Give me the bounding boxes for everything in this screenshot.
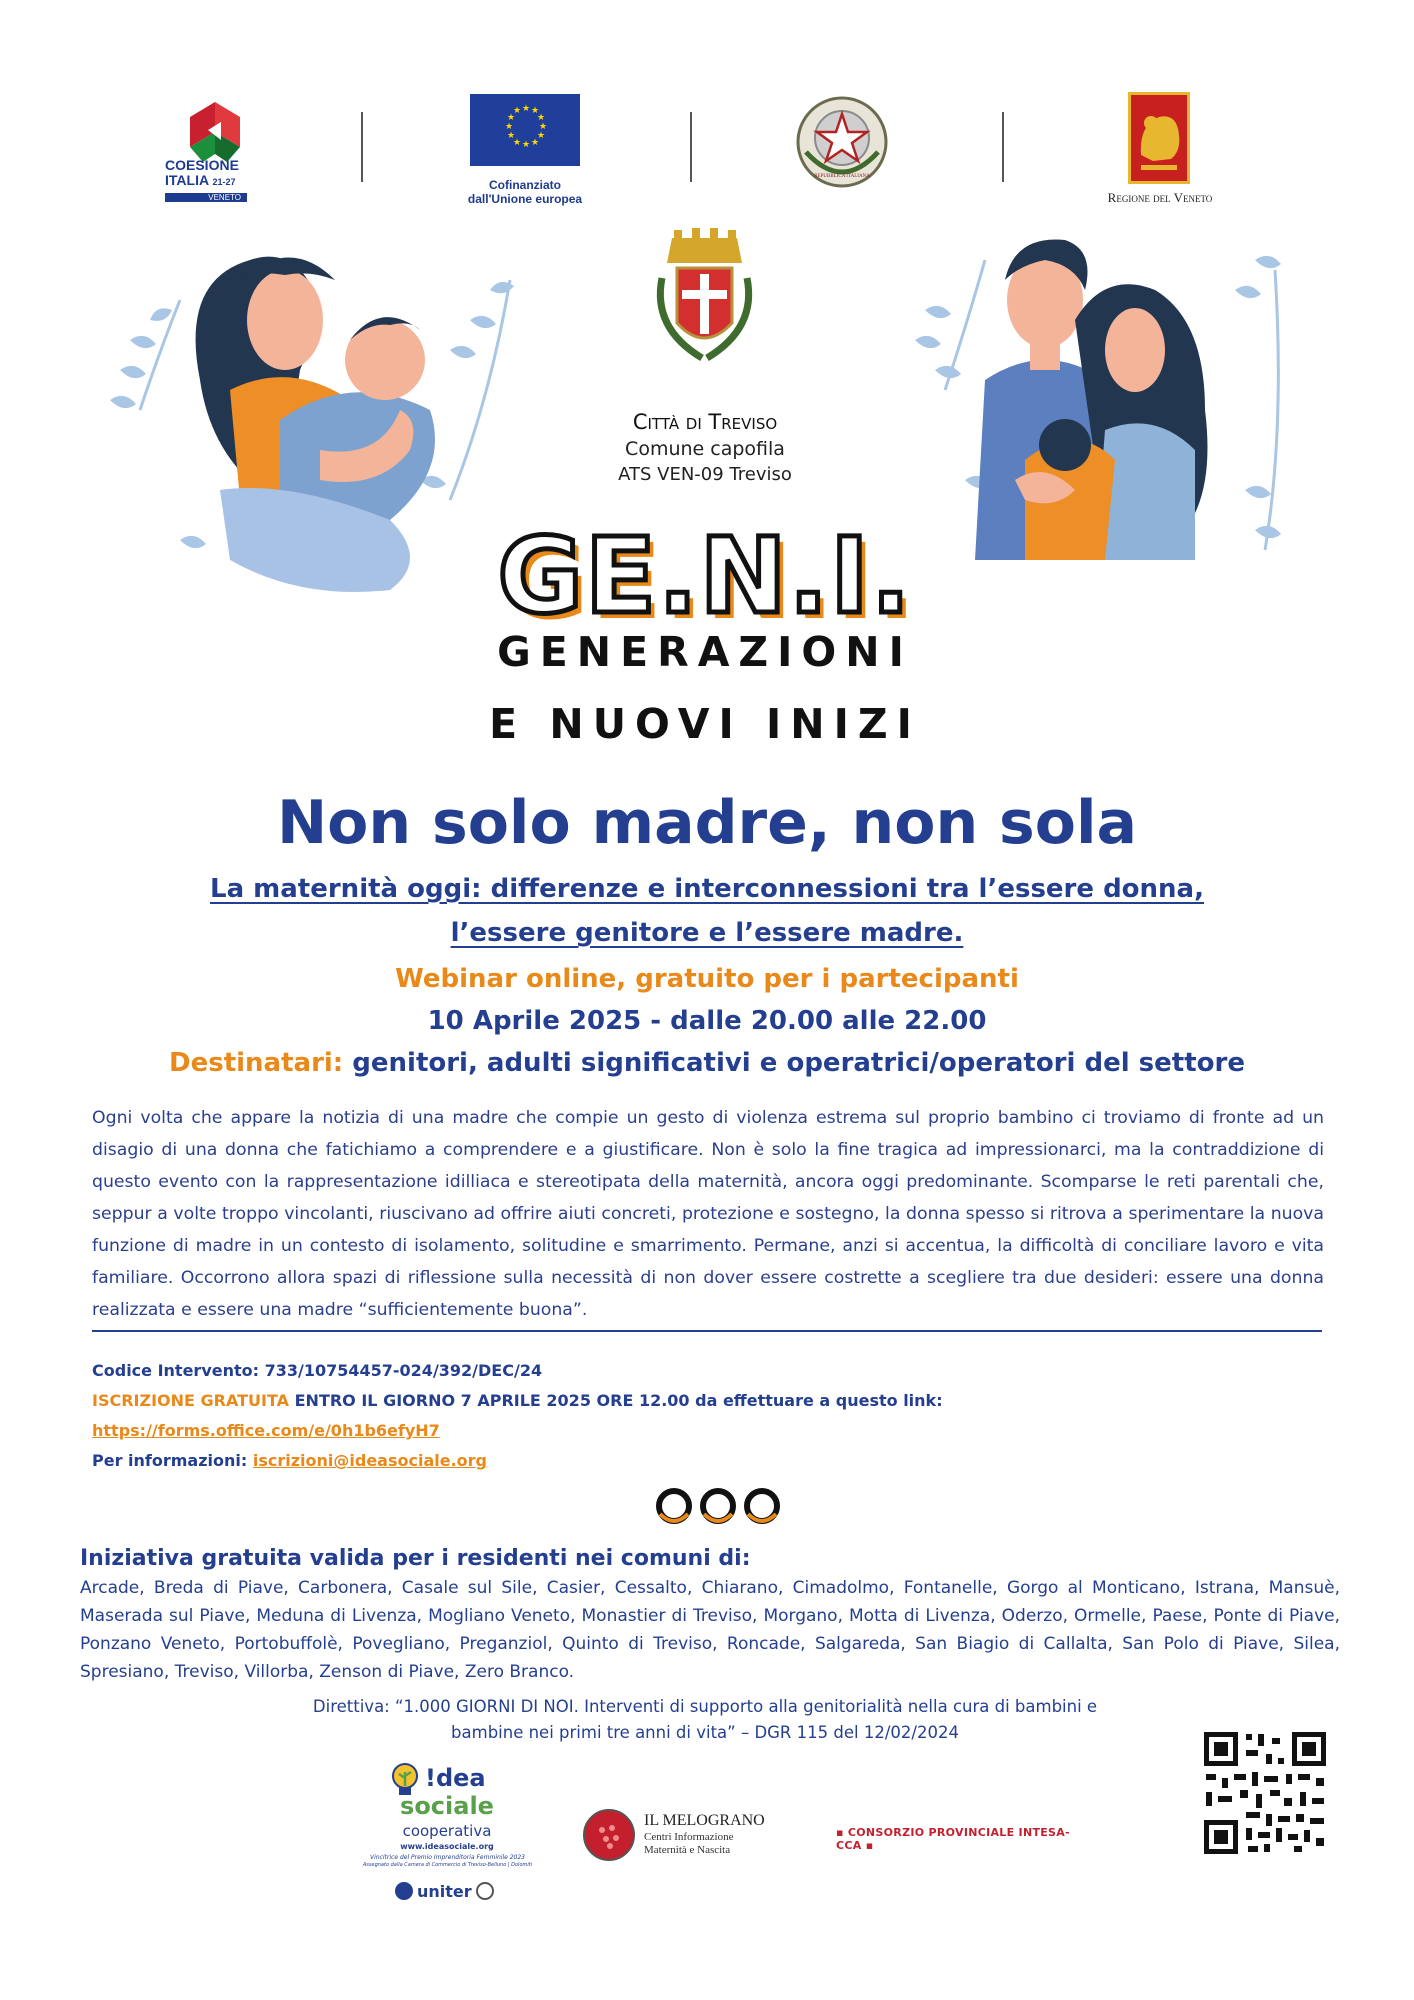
qr-code[interactable]	[1200, 1728, 1330, 1858]
logo-repubblica	[792, 92, 892, 192]
treviso-crest	[632, 228, 777, 388]
directive-line-1: Direttiva: “1.000 GIORNI DI NOI. Interventi di supporto alla genitorialità nella cura di bambini e	[312, 1697, 1098, 1716]
eu-label-2: dall'Unione europea	[467, 192, 583, 206]
event-subtitle-1: La maternità oggi: differenze e interconnessioni tra l’essere donna,	[210, 874, 1204, 904]
svg-text:★: ★	[507, 131, 516, 141]
svg-text:★: ★	[531, 138, 540, 148]
event-date: 10 Aprile 2025 - dalle 20.00 alle 22.00	[427, 1006, 987, 1036]
email-link[interactable]: iscrizioni@ideasociale.org	[252, 1451, 488, 1470]
uniter-badge-icon	[476, 1882, 494, 1900]
logo-consorzio	[836, 1826, 1076, 1852]
consorzio-dot-icon: ▪	[836, 1826, 848, 1839]
comuni-list: Arcade, Breda di Piave, Carbonera, Casale sul Sile, Casier, Cessalto, Chiarano, Cimadolmo, Fontanelle, Gorgo al Monticano, Istrana, Mansuè, Maserada sul Piave, Meduna di Livenza, Mogliano Veneto, Monastier di Treviso, Morgano, Motta di Livenza, Oderzo, Ormelle, Paese, Ponte di Piave, Ponzano Veneto, Portobuffolè, Povegliano, Preganziol, Quinto di Treviso, Roncade, Salgareda, San Biagio di Callalta, San Polo di Piave, Silea, Spresiano, Treviso, Villorba, Zenson di Piave, Zero Branco.	[80, 1578, 1340, 1682]
free-registration-label: ISCRIZIONE GRATUITA	[92, 1391, 290, 1410]
coesione-region: VENETO	[165, 193, 247, 202]
registration-deadline	[92, 1386, 1324, 1416]
coesione-text-2: ITALIA	[165, 172, 209, 188]
logo-melograno	[580, 1804, 800, 1864]
description-text: Ogni volta che appare la notizia di una madre che compie un gesto di violenza estrema sul proprio bambino ci troviamo di fronte ad un disagio di una donna che fatichiamo a comprendere e a giustificare. Non è solo la fine tragica ad impressionarci, ma la contraddizione di questo evento con la rappresentazione idilliaca e stereotipata della maternità, ancora oggi predominante. Scomparse le reti parentali che, seppur a volte troppo vincolanti, riuscivano ad offrire aiuti concreti, protezione e sostegno, la donna spesso si ritrova a sperimentare la nuova funzione di madre in un contesto di isolamento, solitudine e smarrimento. Permane, anzi si accentua, la difficoltà di conciliare lavoro e vita familiare. Occorrono allora spazi di riflessione sulla necessità di non dover essere costrette a scegliere tra due desideri: essere una donna realizzata e essere una madre “sufficientemente buona”.	[92, 1108, 1324, 1320]
svg-text:★: ★	[522, 140, 531, 150]
logo-eu	[470, 94, 580, 166]
info-label: Per informazioni:	[92, 1451, 253, 1470]
city-name: Città di Treviso	[632, 410, 778, 434]
audience-text: genitori, adulti significativi e operatrici/operatori del settore	[352, 1048, 1245, 1078]
event-title: Non solo madre, non sola	[276, 788, 1138, 858]
uniter-text: uniter	[417, 1881, 472, 1901]
logo-idea-sociale	[355, 1760, 555, 1930]
deadline-text: ENTRO IL GIORNO 7 APRILE 2025 ORE 12.00 da effettuare a questo link:	[289, 1391, 943, 1410]
regione-label: Regione del Veneto	[1107, 190, 1213, 205]
idea-type: cooperativa	[402, 1822, 492, 1840]
coesione-years: 21-27	[212, 177, 236, 187]
idea-name-2: sociale	[400, 1792, 494, 1820]
svg-text:★: ★	[505, 122, 514, 132]
divider	[92, 1330, 1322, 1332]
svg-text:★: ★	[537, 131, 546, 141]
svg-text:★: ★	[507, 113, 516, 123]
svg-text:★: ★	[513, 138, 522, 148]
lion-icon	[1131, 95, 1187, 181]
melograno-name: IL MELOGRANO	[644, 1812, 765, 1829]
repubblica-ring-text: REPUBBLICA ITALIANA	[814, 174, 870, 179]
project-line-1: GENERAZIONI	[497, 628, 913, 676]
event-subtitle-2: l’essere genitore e l’essere madre.	[450, 918, 964, 948]
pomegranate-icon	[580, 1804, 638, 1862]
idea-web: www.ideasociale.org	[400, 1842, 494, 1851]
logo-regione-veneto	[1128, 92, 1190, 184]
consorzio-text: CONSORZIO PROVINCIALE INTESA-CCA	[836, 1826, 1070, 1852]
svg-text:★: ★	[537, 113, 546, 123]
family-illustration	[905, 230, 1305, 630]
idea-name-1: !dea	[425, 1764, 486, 1792]
info-line	[92, 1446, 1324, 1476]
svg-text:★: ★	[522, 104, 531, 114]
project-acronym: GE.N.I.	[497, 515, 913, 637]
event-audience	[0, 1048, 1414, 1078]
melograno-sub-1: Centri Informazione	[644, 1831, 734, 1843]
registration-link[interactable]: https://forms.office.com/e/0h1b6efyH7	[92, 1421, 440, 1440]
eu-label-1: Cofinanziato	[489, 178, 561, 192]
melograno-sub-2: Maternità e Nascita	[644, 1844, 731, 1856]
coesione-text: COESIONE	[165, 157, 239, 173]
separator	[1002, 112, 1004, 182]
idea-note-1: Vincitrice del Premio Imprenditoria Femminile 2023	[370, 1854, 525, 1861]
uniter-logo	[395, 1876, 495, 1906]
eu-stars-icon	[470, 94, 580, 166]
intervention-code: Codice Intervento: 733/10754457-024/392/DEC/24	[92, 1361, 543, 1380]
comuni-heading: Iniziativa gratuita valida per i residenti nei comuni di:	[80, 1546, 751, 1571]
idea-note-2: Assegnato dalla Camera di Commercio di Treviso-Belluno | Dolomiti	[362, 1862, 533, 1868]
consorzio-dot-icon: ▪	[861, 1839, 874, 1852]
svg-text:★: ★	[539, 122, 548, 132]
separator	[361, 112, 363, 182]
event-format: Webinar online, gratuito per i partecipanti	[395, 964, 1019, 994]
city-role: Comune capofila	[625, 438, 785, 460]
uniter-icon	[395, 1882, 413, 1900]
audience-label: Destinatari:	[169, 1048, 344, 1078]
project-line-2: E NUOVI INIZI	[489, 700, 921, 748]
svg-text:★: ★	[531, 106, 540, 116]
three-circles-decoration	[654, 1484, 784, 1532]
svg-text:★: ★	[513, 106, 522, 116]
separator	[690, 112, 692, 182]
crest-icon	[632, 228, 777, 388]
city-ats: ATS VEN-09 Treviso	[618, 464, 792, 485]
directive-line-2: bambine nei primi tre anni di vita” – DGR 115 del 12/02/2024	[451, 1723, 959, 1742]
